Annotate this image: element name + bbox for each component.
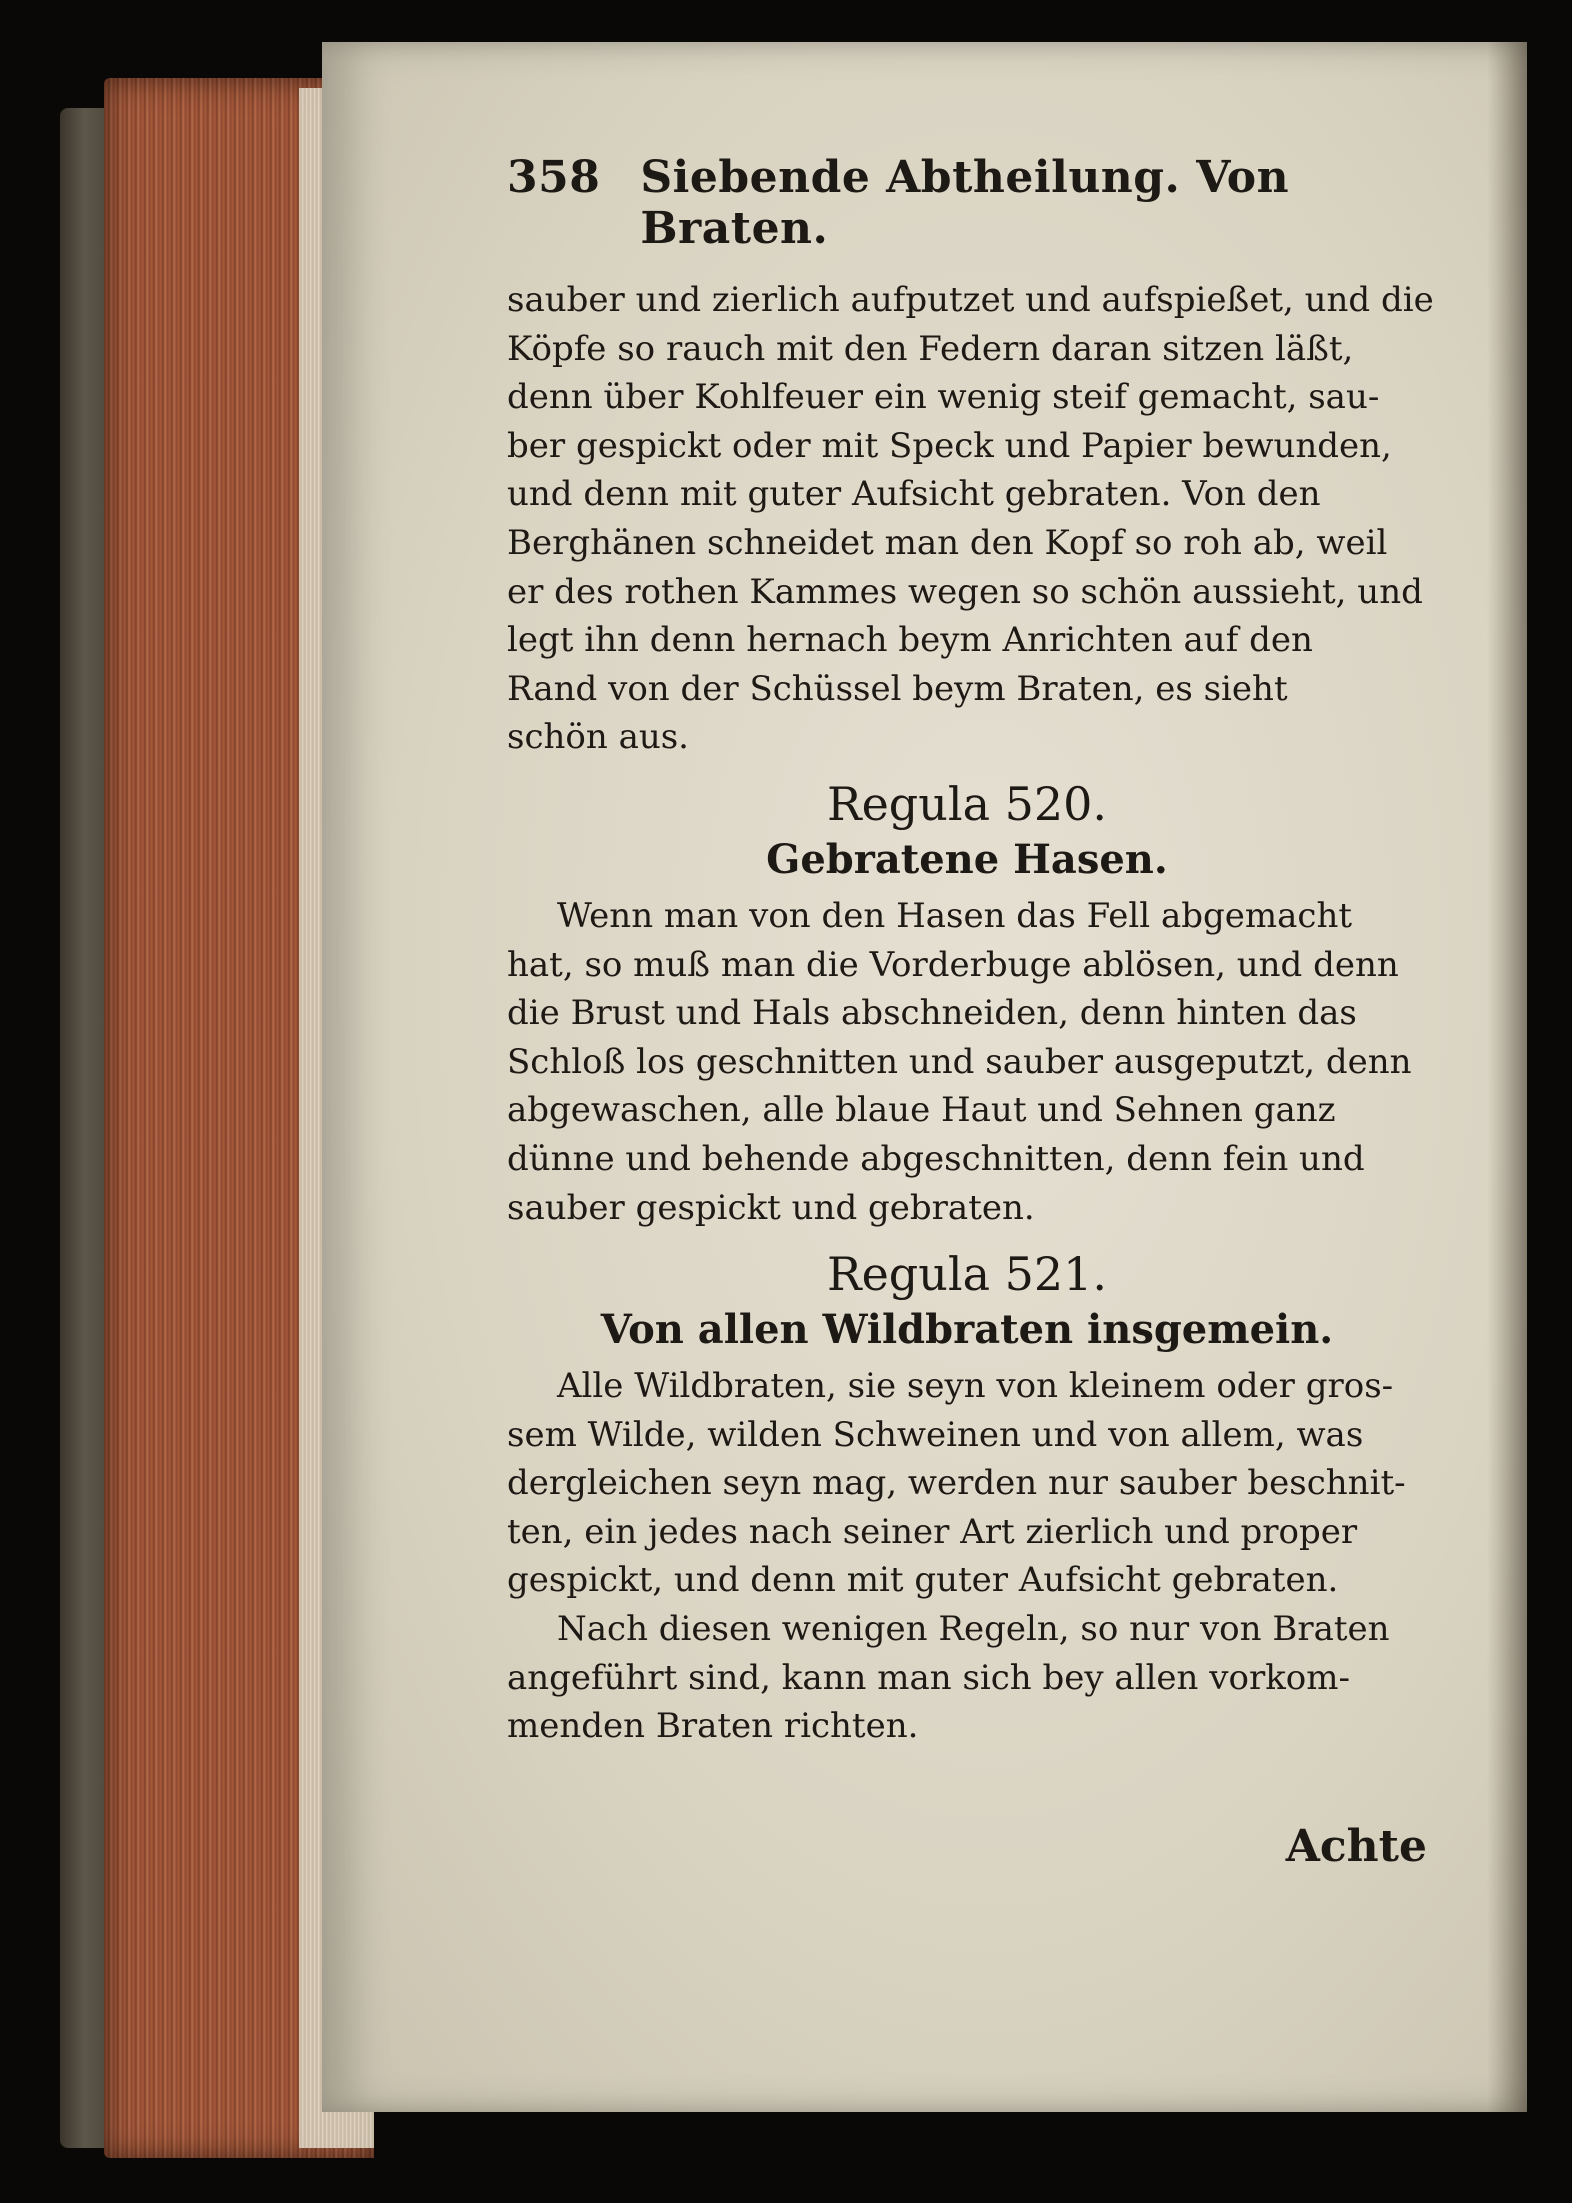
text-line: hat, so muß man die Vorderbuge ablösen, und denn [507,944,1399,985]
text-line: Wenn man von den Hasen das Fell abgemacht [557,895,1353,936]
text-line: dergleichen seyn mag, werden nur sauber beschnit- [507,1463,1406,1504]
text-line: dünne und behende abgeschnitten, denn fein und [507,1138,1365,1179]
text-line: menden Braten richten. [507,1706,919,1747]
text-line: gespickt, und denn mit guter Aufsicht gebraten. [507,1560,1339,1601]
regula-521-paragraph [507,1362,1427,1605]
page-number: 358 [507,152,601,203]
text-line: ber gespickt oder mit Speck und Papier bewunden, [507,425,1392,466]
text-line: Köpfe so rauch mit den Federn daran sitzen läßt, [507,328,1354,369]
regula-521-title: Regula 521. [826,1247,1108,1302]
text-line: schön aus. [507,717,689,758]
text-line: sem Wilde, wilden Schweinen und von allem, was [507,1414,1364,1455]
text-line: und denn mit guter Aufsicht gebraten. Von den [507,474,1321,515]
text-line: Berghänen schneidet man den Kopf so roh ab, weil [507,522,1388,563]
text-line: angeführt sind, kann man sich bey allen vorkom- [507,1657,1350,1698]
text-line: abgewaschen, alle blaue Haut und Sehnen ganz [507,1090,1336,1131]
text-line: sauber gespickt und gebraten. [507,1187,1035,1228]
page-text [507,152,1434,1891]
running-header [507,152,1427,254]
running-title: Siebende Abtheilung. Von Braten. [640,152,1290,254]
regula-520-paragraph [507,892,1427,1232]
text-line: Rand von der Schüssel beym Braten, es sieht [507,668,1288,709]
catchword: Achte [1285,1820,1427,1872]
intro-paragraph [507,276,1434,762]
text-line: legt ihn denn hernach beym Anrichten auf den [507,620,1313,661]
text-line: denn über Kohlfeuer ein wenig steif gemacht, sau- [507,377,1380,418]
text-line: Alle Wildbraten, sie seyn von kleinem oder gros- [557,1366,1394,1407]
closing-paragraph [507,1605,1427,1751]
regula-520-heading: Gebratene Hasen. [766,835,1168,883]
regula-521-heading: Von allen Wildbraten insgemein. [600,1306,1334,1354]
book-page [322,42,1527,2112]
page-gutter-shadow [1487,42,1527,2112]
text-line: die Brust und Hals abschneiden, denn hinten das [507,993,1357,1034]
regula-520-title: Regula 520. [826,776,1108,831]
text-line: Schloß los geschnitten und sauber ausgeputzt, denn [507,1041,1412,1082]
text-line: Nach diesen wenigen Regeln, so nur von Braten [557,1609,1390,1650]
text-line: sauber und zierlich aufputzet und aufspießet, und die [507,280,1434,320]
text-line: er des rothen Kammes wegen so schön aussieht, und [507,571,1423,612]
text-line: ten, ein jedes nach seiner Art zierlich und proper [507,1511,1358,1552]
